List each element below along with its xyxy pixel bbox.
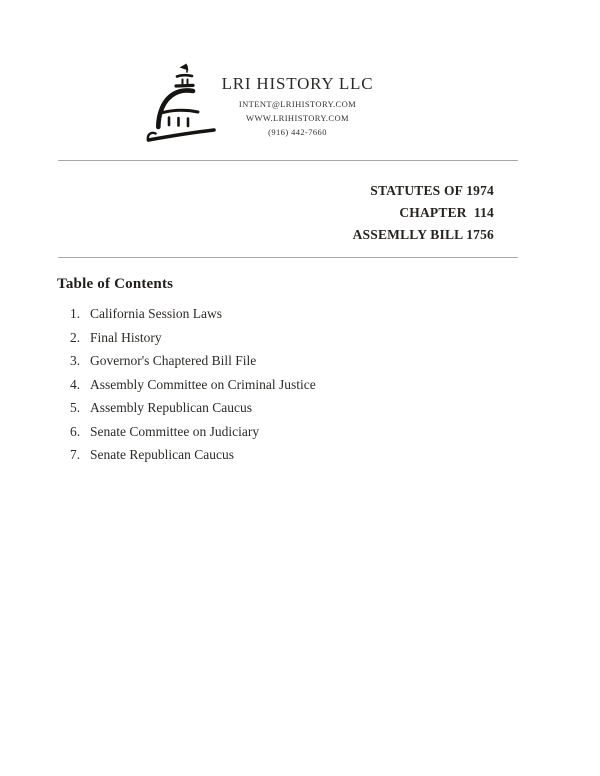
- toc-item-label: Senate Republican Caucus: [90, 447, 234, 462]
- chapter-line: CHAPTER 114: [399, 205, 494, 220]
- divider-bottom: [58, 257, 518, 258]
- toc-item-number: 2.: [70, 329, 81, 345]
- phone-text: (916) 442-7660: [268, 127, 327, 137]
- toc-item: [0, 306, 520, 330]
- document-header: [353, 180, 494, 246]
- statutes-line: STATUTES OF 1974: [370, 183, 494, 198]
- toc-item-number: 6.: [70, 423, 81, 439]
- toc-item: [0, 447, 520, 471]
- letterhead: [160, 74, 435, 139]
- company-name: LRI HISTORY LLC: [221, 74, 374, 93]
- toc-item-number: 3.: [70, 353, 81, 368]
- toc-item: [0, 400, 520, 424]
- bill-line: ASSEMLLY BILL 1756: [352, 227, 494, 242]
- website-text: WWW.LRIHISTORY.COM: [246, 113, 349, 123]
- toc-item: [0, 424, 520, 448]
- toc-item: [0, 377, 520, 401]
- toc-item-number: 1.: [70, 306, 81, 321]
- divider-top: [58, 160, 518, 161]
- contact-block: [160, 97, 435, 139]
- toc-item-label: California Session Laws: [90, 306, 222, 321]
- toc-list: [0, 306, 520, 471]
- toc-item: [0, 330, 520, 354]
- toc-item-number: 4.: [70, 376, 81, 392]
- toc-item-number: 7.: [70, 447, 81, 462]
- toc-item-label: Final History: [90, 329, 162, 345]
- toc-item-label: Governor's Chaptered Bill File: [90, 353, 257, 368]
- toc-item: [0, 353, 520, 377]
- toc-item-label: Assembly Committee on Criminal Justice: [90, 376, 316, 392]
- toc-item-label: Senate Committee on Judiciary: [90, 423, 260, 439]
- toc-item-number: 5.: [70, 400, 81, 415]
- toc-item-label: Assembly Republican Caucus: [90, 400, 252, 415]
- toc-title: Table of Contents: [57, 276, 174, 292]
- email-text: INTENT@LRIHISTORY.COM: [238, 99, 357, 109]
